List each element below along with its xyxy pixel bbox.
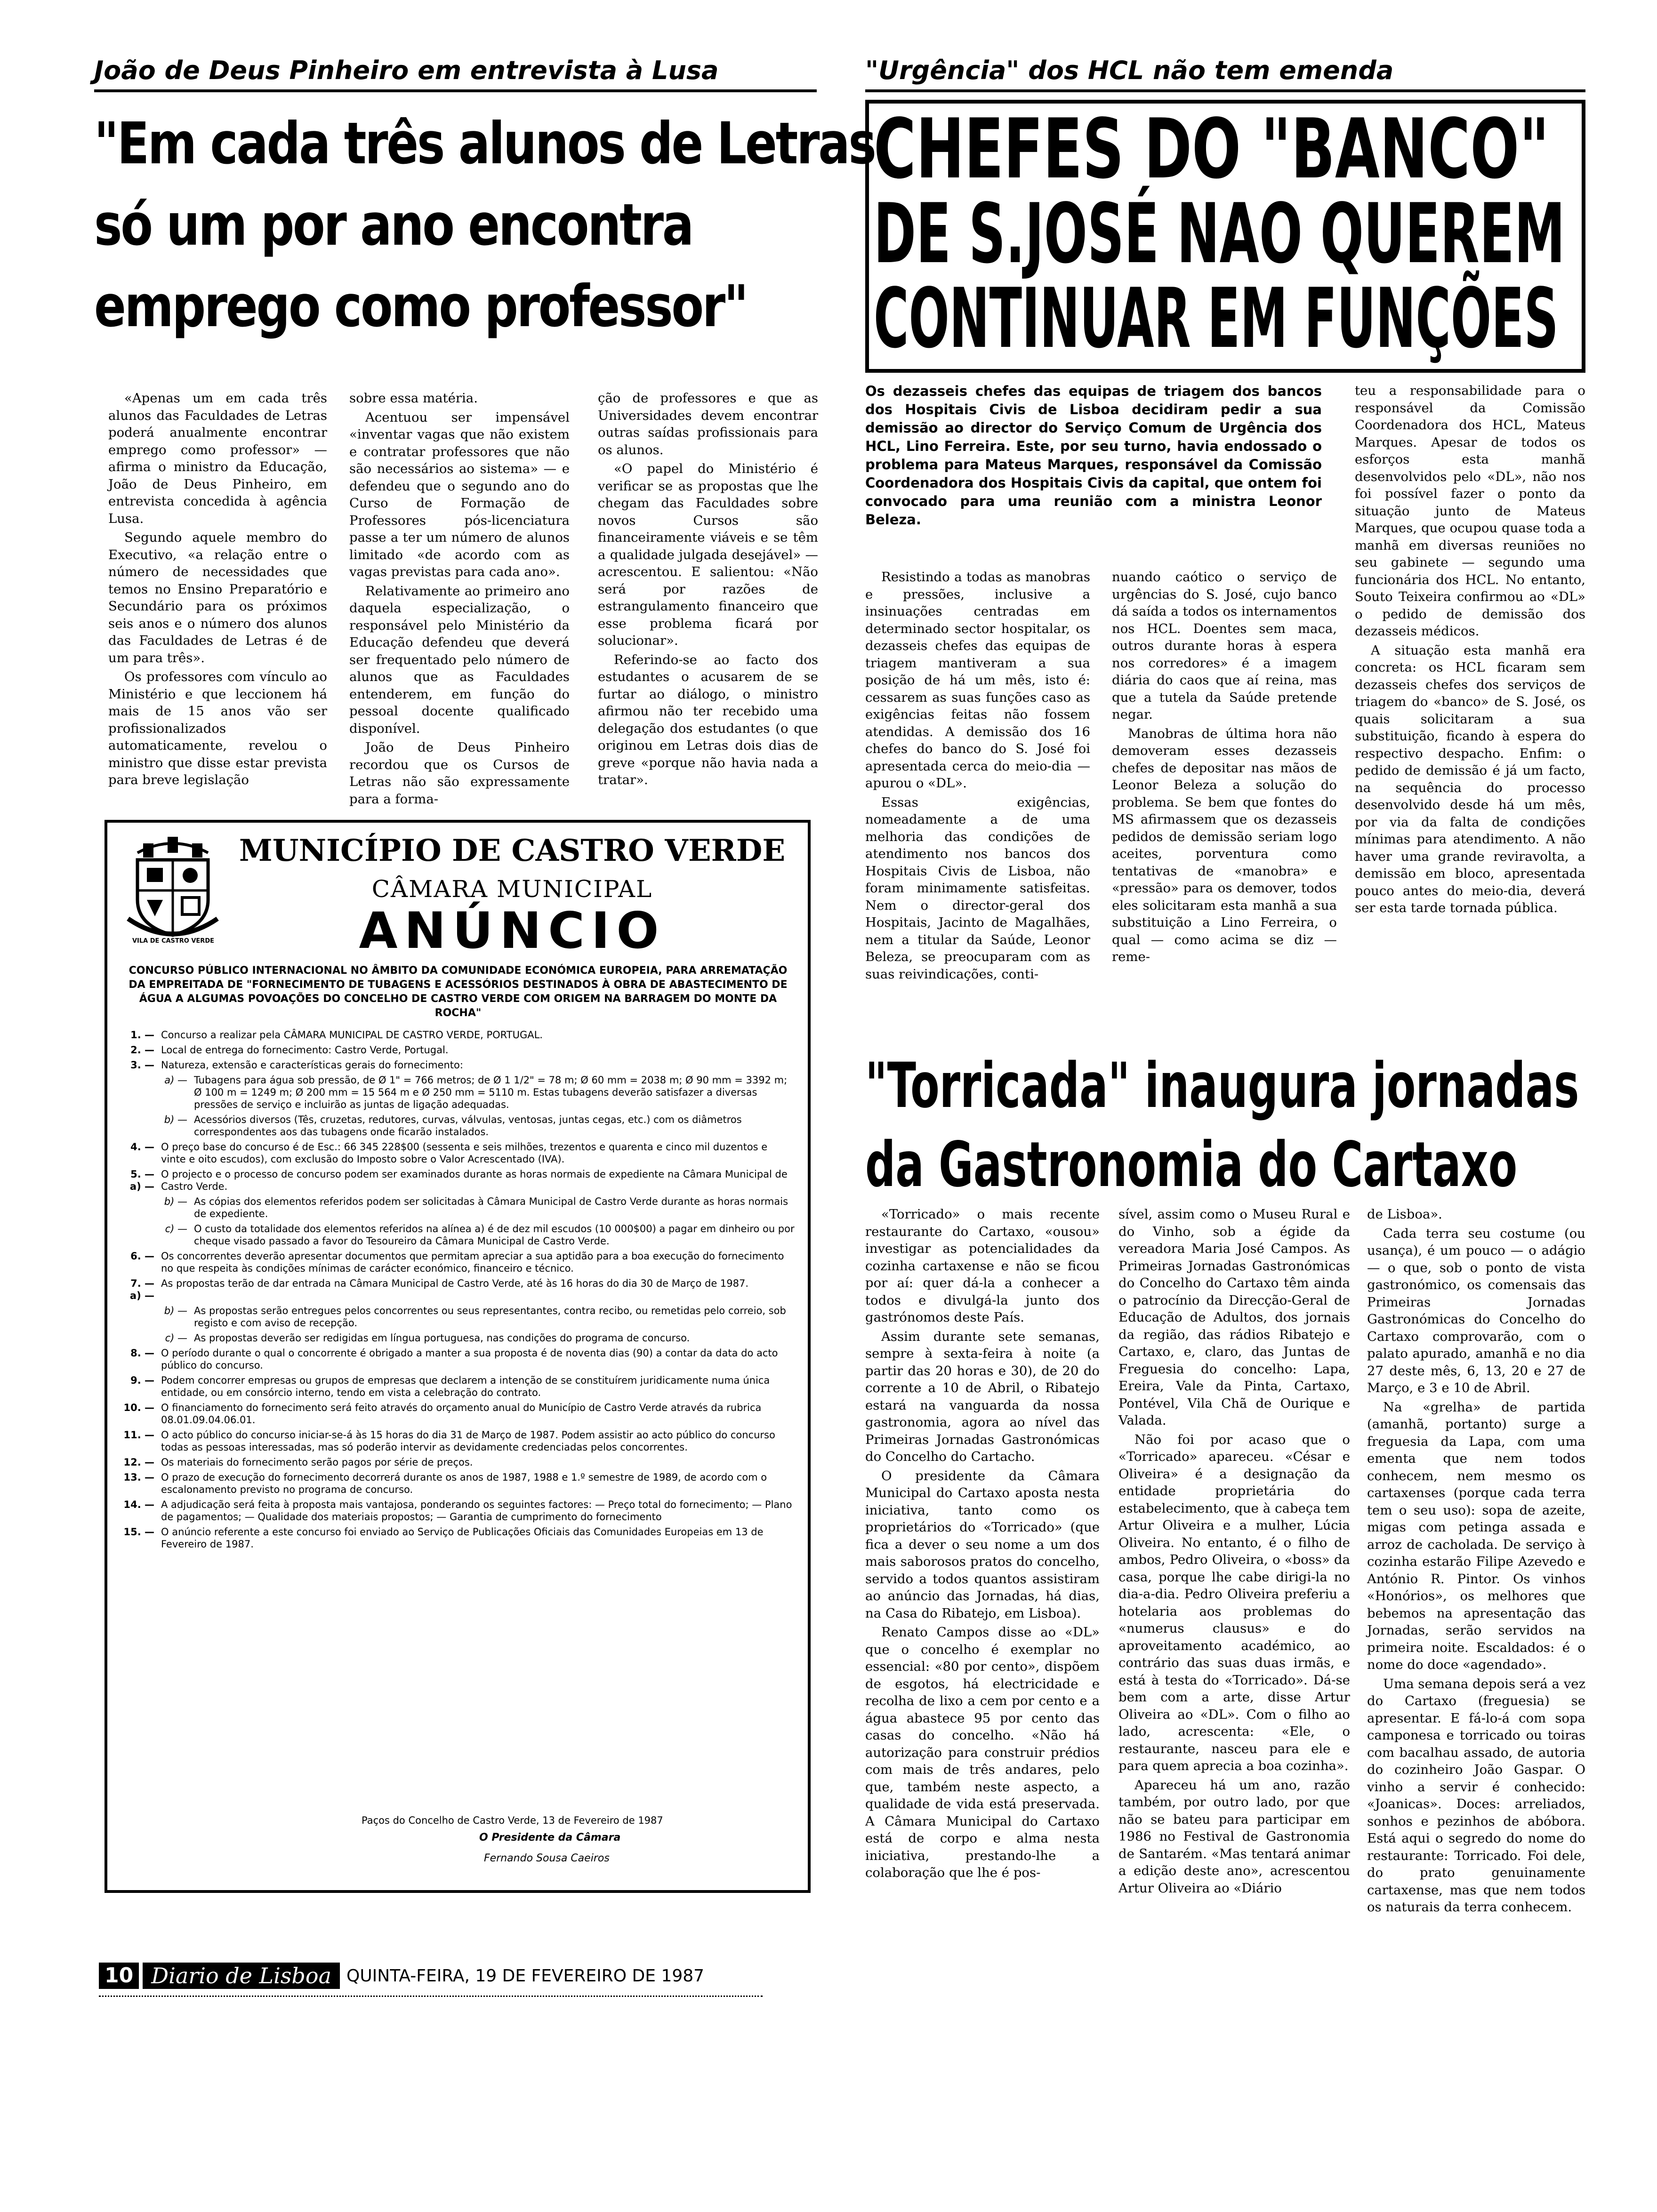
ad-item <box>117 1456 795 1468</box>
left-headline-line: emprego como professor" <box>94 273 747 340</box>
footer-rule <box>99 1996 763 2006</box>
paragraph: Referindo-se ao facto dos estudantes o acusarem de se furtar ao diálogo, o ministro afirmou não ter recebido uma delegação dos estudantes (o que originou em Letras dois dias de greve «porque não havia nada a tratar». <box>598 652 818 787</box>
ad-item <box>117 1499 795 1523</box>
paragraph: «Torricado» o mais recente restaurante do Cartaxo, «ousou» investigar as potencialidades da cozinha cartaxense e não se ficou por aí: quer dá-la a conhecer a todos e divulgá-la junto dos gastrónomos deste País. <box>865 1207 1100 1325</box>
left-column-2 <box>349 390 570 808</box>
municipal-crest-icon <box>119 834 227 942</box>
ad-item-number: 8. — <box>130 1347 154 1359</box>
ad-item <box>117 1141 795 1165</box>
ad-title: MUNICÍPIO DE CASTRO VERDE <box>239 833 786 868</box>
paragraph: A situação esta manhã era concreta: os HCL ficaram sem dezasseis chefes dos serviços de triagem do «banco» de S. José, os quais solicitaram a sua substituição, ficando à espera do respectivo despacho. Enfim: o pedido de demissão é já um facto, na sequência do processo desenvolvido desde há um mês, por via da falta de condições mínimas para atendimento. A não haver uma grande reviravolta, a demissão em bloco, apresentada pouco antes do meio-dia, deverá ser esta tarde tornada pública. <box>1355 642 1585 915</box>
ad-item <box>117 1402 795 1426</box>
ad-item-text: Concurso a realizar pela CÂMARA MUNICIPAL DE CASTRO VERDE, PORTUGAL. <box>161 1029 543 1041</box>
paragraph: Resistindo a todas as manobras e pressões, inclusive a insinuações centradas em determinado sector hospitalar, os dezasseis chefes das equipas de triagem mantiveram a sua posição de há um mês, isto é: cessarem as suas funções caso as exigências feitas não fossem atendidas. A demissão dos 16 chefes do banco do S. José foi apresentada cerca do meio-dia — apurou o «DL». <box>865 569 1090 791</box>
ad-item-text: Natureza, extensão e características gerais do fornecimento: <box>161 1059 463 1071</box>
ad-item-number: 5. — a) — <box>129 1169 154 1192</box>
paragraph: Renato Campos disse ao «DL» que o concelho é exemplar no essencial: «80 por cento», dispõem de esgotos, há electricidade e recolha de lixo a cem por cento e a água abastece 95 por cento das casas do concelho. «Não há autorização para construir prédios com mais de três andares, pelo que, também neste aspecto, a qualidade de vida está preservada. A Câmara Municipal do Cartaxo está de corpo e alma nesta iniciativa, prestando-lhe a colaboração que lhe é pos- <box>865 1625 1100 1880</box>
page-number: 10 <box>99 1963 139 1989</box>
ad-closing: Paços do Concelho de Castro Verde, 13 de Fevereiro de 1987 <box>362 1815 663 1826</box>
ad-item-text: As cópias dos elementos referidos podem ser solicitadas à Câmara Municipal de Castro Verde durante as horas normais de expediente. <box>194 1196 788 1219</box>
paragraph: Cada terra seu costume (ou usança), é um pouco — o adágio — o que, sob o ponto de vista gastronómico, os comensais das Primeiras Jornadas Gastronómicas do Concelho do Cartaxo comprovarão, com o palato apurado, amanhã e no dia 27 deste mês, 6, 13, 20 e 27 de Março, e 3 e 10 de Abril. <box>1367 1226 1585 1395</box>
ad-item-text: Os materiais do fornecimento serão pagos por série de preços. <box>161 1457 473 1468</box>
ad-item-number: 4. — <box>130 1141 154 1153</box>
torricada-headline-line: da Gastronomia do Cartaxo <box>865 1129 1518 1201</box>
ad-item-text: O preço base do concurso é de Esc.: 66 345 228$00 (sessenta e seis milhões, trezentos e quarenta e cinco mil duzentos e vinte e oito escudos), com exclusão do Imposto sobre o Valor Acrescentado (IVA). <box>161 1141 768 1165</box>
ad-item-text: O acto público do concurso iniciar-se-á às 15 horas do dia 31 de Março de 1987. Podem assistir ao acto público do concurso todas as pessoas interessadas, mas só poderão intervir as devidamente credenciadas pelos concorrentes. <box>161 1429 775 1453</box>
ad-item <box>117 1374 795 1399</box>
ad-item <box>117 1429 795 1453</box>
ad-item <box>117 1044 795 1056</box>
footer <box>99 1963 763 1989</box>
ad-item-number: 14. — <box>123 1499 154 1510</box>
paragraph: nuando caótico o serviço de urgências do S. José, cujo banco dá saída a todos os internamentos nos HCL. Doentes sem maca, outros durante horas à espera nos corredores» é a imagem diária do caos que aí reina, mas que a tutela da Saúde pretende negar. <box>1112 569 1337 722</box>
ad-item <box>117 1526 795 1550</box>
ad-item-number: b) — <box>164 1305 187 1316</box>
ad-item-text: Podem concorrer empresas ou grupos de empresas que declarem a intenção de se constituírem juridicamente numa única entidade, ou em consórcio interno, tendo em vista a celebração do contrato. <box>161 1375 770 1398</box>
left-headline <box>94 110 875 340</box>
paragraph: Acentuou ser impensável «inventar vagas que não existem e contratar professores que não são necessários ao sistema» — e defendeu que o segundo ano do Curso de Formação de Professores pós-licenciatura passe a ter um número de alunos limitado «de acordo com as vagas previstas para cada ano». <box>349 409 570 579</box>
right-headline-box <box>865 100 1585 373</box>
ad-item-text: As propostas terão de dar entrada na Câmara Municipal de Castro Verde, até às 16 horas do dia 30 de Março de 1987. <box>161 1278 749 1289</box>
ad-item <box>117 1250 795 1274</box>
torricada-column-2 <box>1118 1206 1350 1897</box>
ad-item <box>117 1277 795 1302</box>
ad-item <box>117 1059 795 1071</box>
ad-item-number: 3. — <box>130 1059 154 1071</box>
ad-item-number: c) — <box>165 1223 187 1234</box>
paragraph: Assim durante sete semanas, sempre à sexta-feira à noite (a partir das 20 horas e 30), de 20 do corrente a 10 de Abril, o Ribatejo estará na vanguarda da nossa gastronomia, agora ao nível das Primeiras Jornadas Gastronómicas do Concelho do Cartacho. <box>865 1329 1100 1464</box>
right-kicker: "Urgência" dos HCL não tem emenda <box>865 56 1394 85</box>
paragraph: Os professores com vínculo ao Ministério e que leccionem há mais de 15 anos vão ser profissionalizados automaticamente, revelou o ministro que disse estar prevista para breve legislação <box>108 669 327 787</box>
ad-item <box>117 1471 795 1496</box>
ad-signer-name: Fernando Sousa Caeiros <box>484 1852 610 1864</box>
paragraph: O presidente da Câmara Municipal do Cartaxo aposta nesta iniciativa, tanto como os proprietários do «Torricado» (que fica a dever o seu nome a um dos mais saborosos pratos do concelho, servido a todos quantos assistiram ao anúncio das Jornadas, há dias, na Casa do Ribatejo, em Lisboa). <box>865 1468 1100 1621</box>
paragraph: «Apenas um em cada três alunos das Faculdades de Letras poderá anualmente encontrar emprego como professor» — afirma o ministro da Educação, João de Deus Pinheiro, em entrevista concedida à agência Lusa. <box>108 391 327 526</box>
ad-announcement: ANÚNCIO <box>359 902 666 960</box>
ad-item-number: 13. — <box>123 1472 154 1483</box>
paragraph: sobre essa matéria. <box>349 391 478 406</box>
paragraph: Uma semana depois será a vez do Cartaxo (freguesia) se apresentar. E fá-lo-á com sopa camponesa e torricado ou toiras com bacalhau assado, de autoria do cozinheiro João Gaspar. O vinho a servir é conhecido: «Joanicas». Doces: arreliados, sonhos e pezinhos de abóbora. Está aqui o segredo do nome do restaurante: Torricado. Foi dele, do prato genuinamente cartaxense, mas que nem todos os naturais da terra conhecem. <box>1367 1676 1585 1915</box>
ad-item-number: 10. — <box>123 1402 154 1413</box>
ad-item-number: 7. — a) — <box>129 1278 154 1301</box>
ad-item <box>117 1029 795 1041</box>
ad-item-text: O prazo de execução do fornecimento decorrerá durante os anos de 1987, 1988 e 1.º semestre de 1989, de acordo com o escalonamento previsto no programa de concurso. <box>161 1472 767 1495</box>
footer-date: QUINTA-FEIRA, 19 DE FEVEREIRO DE 1987 <box>346 1966 705 1986</box>
ad-item-text: O projecto e o processo de concurso podem ser examinados durante as horas normais de expediente na Câmara Municipal de Castro Verde. <box>161 1169 788 1192</box>
crest-ribbon: VILA DE CASTRO VERDE <box>132 938 214 945</box>
ad-item <box>117 1074 795 1111</box>
ad-item-text: A adjudicação será feita à proposta mais vantajosa, ponderando os seguintes factores: — Preço total do fornecimento; — Plano de pagamentos; — Qualidade dos materiais propostos; — Garantia de cumprimento do fornecimento <box>161 1499 792 1523</box>
paragraph: ção de professores e que as Universidades devem encontrar outras saídas profissionais para os alunos. <box>598 391 818 457</box>
ad-item-number: 12. — <box>123 1457 154 1468</box>
ad-item-text: Tubagens para água sob pressão, de Ø 1" = 766 metros; de Ø 1 1/2" = 78 m; Ø 60 mm = 2038 m; Ø 90 mm = 3392 m; Ø 100 m = 1249 m; Ø 200 mm = 15 564 m e Ø 250 mm = 5110 m. Estas tubagens deverão satisfazer a diversas pressões de serviço e incluirão as juntas de ligação adequadas. <box>194 1074 788 1110</box>
ad-item-text: O anúncio referente a este concurso foi enviado ao Serviço de Publicações Oficiais das Comunidades Europeias em 13 de Fevereiro de 1987. <box>161 1526 764 1550</box>
ad-item-number: 6. — <box>130 1250 154 1262</box>
right-lead: Os dezasseis chefes das equipas de triagem dos bancos dos Hospitais Civis de Lisboa decidiram pedir a sua demissão ao director do Serviço Comum de Urgência dos HCL, Lino Ferreira. Este, por seu turno, havia endossado o problema para Mateus Marques, responsável da Comissão Coordenadora dos Hospitais Civis da capital, que ontem foi convocado para uma reunião com a ministra Leonor Beleza. <box>865 383 1322 528</box>
right-headline <box>869 102 1582 367</box>
ad-item-text: As propostas serão entregues pelos concorrentes ou seus representantes, contra recibo, ou remetidas pelo correio, sob registo e com aviso de recepção. <box>194 1305 786 1329</box>
ad-item-text: O período durante o qual o concorrente é obrigado a manter a sua proposta é de noventa dias (90) a contar da data do acto público do concurso. <box>161 1347 778 1371</box>
ad-item-text: O financiamento do fornecimento será feito através do orçamento anual do Município de Castro Verde através da rubrica 08.01.09.04.06.01. <box>161 1402 762 1426</box>
paragraph: Relativamente ao primeiro ano daquela especialização, o responsável pelo Ministério da Educação defendeu que deverá ser frequentado pelo número de alunos que as Faculdades entenderem, em função do pessoal docente qualificado disponível. <box>349 583 570 736</box>
left-kicker: João de Deus Pinheiro em entrevista à Lusa <box>94 56 719 85</box>
ad-signer-title: O Presidente da Câmara <box>479 1832 621 1843</box>
ad-item <box>117 1223 795 1247</box>
ad-item-number: 15. — <box>123 1526 154 1538</box>
ad-item-text: Local de entrega do fornecimento: Castro Verde, Portugal. <box>161 1044 449 1056</box>
ad-item-text: As propostas deverão ser redigidas em língua portuguesa, nas condições do programa de concurso. <box>194 1332 690 1344</box>
right-headline-line: CHEFES DO "BANCO" <box>874 102 1550 197</box>
ad-items <box>117 1029 795 1553</box>
ad-item-text: Acessórios diversos (Tês, cruzetas, redutores, curvas, válvulas, ventosas, juntas cegas, etc.) com os diâmetros correspondentes aos das tubagens onde ficarão instalados. <box>194 1114 742 1138</box>
torricada-headline-line: "Torricada" inaugura jornadas <box>865 1050 1579 1122</box>
right-column-2 <box>1112 569 1337 966</box>
paragraph: Apareceu há um ano, razão também, por outro lado, por que não se bateu para participar em 1986 no Festival de Gastronomia de Santarém. «Mas tentará animar a edição deste ano», acrescentou Artur Oliveira ao «Diário <box>1118 1777 1350 1896</box>
paragraph: Na «grelha» de partida (amanhã, portanto) surge a freguesia da Lapa, com uma ementa que nem todos conhecem, nem mesmo os cartaxenses (porque cada terra tem o seu uso): sopa de azeite, migas com petinga assada e arroz de cacholada. De serviço à cozinha estarão Filipe Azevedo e António R. Pintor. Os vinhos «Honórios», os melhores que bebemos na apresentação das Jornadas, serão servidos na primeira noite. Escaldados: é o nome do doce «agendado». <box>1367 1399 1585 1672</box>
ad-intro: CONCURSO PÚBLICO INTERNACIONAL NO ÂMBITO DA COMUNIDADE ECONÓMICA EUROPEIA, PARA ARREMATAÇÃO DA EMPREITADA DE "FORNECIMENTO DE TUBAGENS E ACESSÓRIOS DESTINADOS À OBRA DE ABASTECIMENTO DE ÁGUA A ALGUMAS POVOAÇÕES DO CONCELHO DE CASTRO VERDE COM ORIGEM NA BARRAGEM DO MONTE DA ROCHA" <box>129 965 788 1019</box>
right-column-1 <box>865 569 1090 983</box>
ad-item-number: 11. — <box>123 1429 154 1441</box>
left-headline-line: "Em cada três alunos de Letras <box>94 110 875 177</box>
torricada-column-1 <box>865 1206 1100 1882</box>
torricada-column-3 <box>1367 1206 1585 1916</box>
ad-item-number: 2. — <box>130 1044 154 1056</box>
paragraph: Não foi por acaso que o «Torricado» apareceu. «César e Oliveira» é a designação da entidade proprietária do estabelecimento, que à cabeça tem Artur Oliveira e a mulher, Lúcia Oliveira. No entanto, é o filho de ambos, Pedro Oliveira, o «boss» da casa, porque lhe cabe dirigi-la no dia-a-dia. Pedro Oliveira preferiu a hotelaria aos problemas do «numerus clausus» e do aproveitamento académico, ao contrário das suas duas irmãs, e está à testa do «Torricado». Dá-se bem com a arte, disse Artur Oliveira ao «DL». Com o filho ao lado, acrescenta: «Ele, o restaurante, nasceu para ele e para quem aprecia a boa cozinha». <box>1118 1432 1350 1773</box>
ad-item-number: 1. — <box>130 1029 154 1041</box>
left-kicker-rule <box>94 89 817 92</box>
castro-verde-ad <box>105 820 811 1893</box>
paragraph: sível, assim como o Museu Rural e do Vinho, sob a égide da vereadora Maria José Campos. As Primeiras Jornadas Gastronómicas do Concelho do Cartaxo têm ainda o patrocínio da Direcção-Geral de Educação de Adultos, dos jornais da região, das rádios Ribatejo e Cartaxo, e, claro, das Juntas de Freguesia do concelho: Lapa, Ereira, Vale da Pinta, Cartaxo, Pontével, Vila Chã de Ourique e Valada. <box>1118 1207 1350 1428</box>
ad-item <box>117 1195 795 1220</box>
right-headline-line: CONTINUAR EM FUNÇÕES <box>874 271 1559 367</box>
ad-item <box>117 1168 795 1193</box>
ad-item <box>117 1114 795 1138</box>
ad-item <box>117 1305 795 1329</box>
paragraph: «O papel do Ministério é verificar se as propostas que lhe chegam das Faculdades sobre novos Cursos são financeiramente viáveis e se têm a qualidade julgada desejável» — acrescentou. E salientou: «Não será por razões de estrangulamento financeiro que esse problema ficará por solucionar». <box>598 461 818 648</box>
ad-item-number: b) — <box>164 1196 187 1207</box>
left-column-1 <box>108 390 327 789</box>
paragraph: Segundo aquele membro do Executivo, «a relação entre o número de necessidades que temos no Ensino Preparatório e Secundário para os próximos seis anos e o número dos alunos das Faculdades de Letras é de um para três». <box>108 530 327 665</box>
paragraph: teu a responsabilidade para o responsável da Comissão Coordenadora dos HCL, Mateus Marques. Apesar de todos os esforços esta manhã desenvolvidos pelo «DL», não nos foi possível fazer o ponto da situação junto de Mateus Marques, que ocupou quase toda a manhã em diversas reuniões no seu gabinete — segundo uma funcionária dos HCL. No entanto, Souto Teixeira confirmou ao «DL» o pedido de demissão dos dezasseis médicos. <box>1355 383 1585 639</box>
ad-item-number: 9. — <box>130 1375 154 1386</box>
right-column-3 <box>1355 382 1585 917</box>
paragraph: Essas exigências, nomeadamente a de uma melhoria das condições de atendimento nos bancos dos Hospitais Civis de Lisboa, não foram minimamente satisfeitas. Nem o director-geral dos Hospitais, Jacinto de Magalhães, nem a titular da Saúde, Leonor Beleza, se preocuparam com as suas reivindicações, conti- <box>865 794 1090 982</box>
paragraph: João de Deus Pinheiro recordou que os Cursos de Letras não são expressamente para a forma- <box>349 740 570 807</box>
paragraph: Manobras de última hora não demoveram esses dezasseis chefes de depositar nas mãos de Leonor Beleza a solução do problema. Se bem que fontes do MS afirmassem que os dezasseis pedidos de demissão seriam logo aceites, porventura como tentativas de «manobra» e «pressão» para os demover, todos eles solicitaram esta manhã a sua substituição a Lino Ferreira, o qual — como acima se diz — reme- <box>1112 726 1337 964</box>
torricada-headline <box>865 1050 1585 1200</box>
paragraph: de Lisboa». <box>1367 1207 1442 1222</box>
ad-item-number: c) — <box>165 1332 187 1344</box>
ad-item-number: a) — <box>164 1074 187 1086</box>
ad-item <box>117 1332 795 1344</box>
right-kicker-rule <box>865 89 1585 92</box>
masthead: Diario de Lisboa <box>143 1963 340 1989</box>
ad-item <box>117 1347 795 1371</box>
left-column-3 <box>598 390 818 789</box>
ad-item-text: Os concorrentes deverão apresentar documentos que permitam apreciar a sua aptidão para a boa execução do fornecimento no que respeita às condições mínimas de carácter económico, financeiro e técnico. <box>161 1250 784 1274</box>
ad-item-text: O custo da totalidade dos elementos referidos na alínea a) é de dez mil escudos (10 000$00) a pagar em dinheiro ou por cheque visado passado a favor do Tesoureiro da Câmara Municipal de Castro Verde. <box>194 1223 795 1247</box>
left-headline-line: só um por ano encontra <box>94 192 693 259</box>
ad-subtitle: CÂMARA MUNICIPAL <box>371 875 653 903</box>
ad-item-number: b) — <box>164 1114 187 1125</box>
right-headline-line: DE S.JOSÉ NAO QUEREM <box>874 186 1565 282</box>
